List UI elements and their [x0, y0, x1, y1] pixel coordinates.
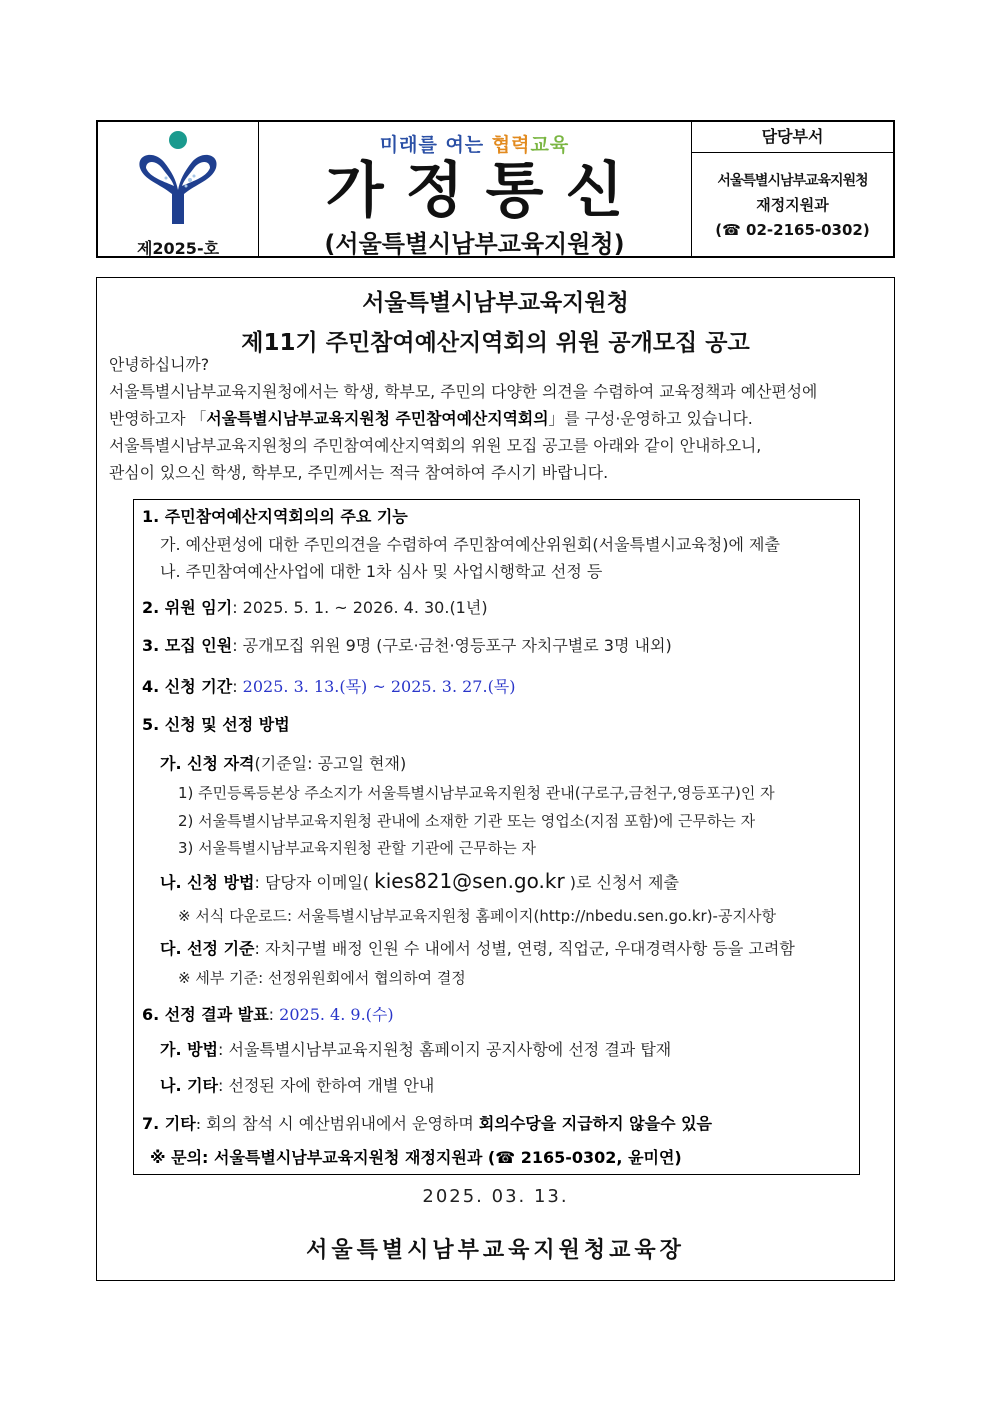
- qualification-2: 2) 서울특별시남부교육지원청 관내에 소재한 기관 또는 영업소(지점 포함)에 근무하는 자: [178, 812, 756, 830]
- notice-date: 2025. 03. 13.: [422, 1186, 569, 1207]
- intro-line: 안녕하십니까?: [109, 355, 210, 374]
- intro-line: 관심이 있으신 학생, 학부모, 주민께서는 적극 참여하여 주시기 바랍니다.: [109, 463, 609, 482]
- criteria-note: ※ 세부 기준: 선정위원회에서 협의하여 결정: [178, 969, 466, 987]
- section-4: 4. 신청 기간: 2025. 3. 13.(목) ~ 2025. 3. 27.(목): [142, 677, 516, 696]
- section-1-item-a: 가. 예산편성에 대한 주민의견을 수렴하여 주민참여예산위원회(서울특별시교육청)에 제출: [160, 535, 780, 554]
- notice-body: [96, 277, 895, 1281]
- section-6-ga: 가. 방법: 서울특별시남부교육지원청 홈페이지 공지사항에 선정 결과 탑재: [160, 1040, 672, 1059]
- section-5-title: 5. 신청 및 선정 방법: [142, 715, 290, 734]
- section-7: 7. 기타: 회의 참석 시 예산범위내에서 운영하며 회의수당을 지급하지 않을수 있음: [142, 1114, 713, 1133]
- intro-line: 서울특별시남부교육지원청의 주민참여예산지역회의 위원 모집 공고를 아래와 같이 안내하오니,: [109, 436, 762, 455]
- department-name: 재정지원과: [756, 196, 829, 214]
- intro-text: 」를 구성·운영하고 있습니다.: [548, 409, 753, 428]
- slogan-part1: 미래를 여는: [379, 134, 492, 156]
- intro-line: [109, 405, 881, 432]
- intro-emphasis: 서울특별시남부교육지원청 주민참여예산지역회의: [206, 409, 549, 428]
- intro-paragraph: [109, 351, 889, 486]
- intro-text: 반영하고자 「: [109, 409, 207, 428]
- slogan: [258, 130, 691, 157]
- department-org: 서울특별시남부교육지원청: [717, 173, 868, 189]
- newsletter-title: 가정통신: [325, 156, 646, 226]
- intro-line: 서울특별시남부교육지원청에서는 학생, 학부모, 주민의 다양한 의견을 수렴하여 교육정책과 예산편성에: [109, 382, 818, 401]
- section-5-na: 나. 신청 방법: 담당자 이메일( kies821@sen.go.kr )로 신청서 제출: [160, 869, 679, 893]
- allowance-notice: 회의수당을 지급하지 않을수 있음: [478, 1114, 713, 1133]
- title-cell: [258, 122, 692, 256]
- download-note: ※ 서식 다운로드: 서울특별시남부교육지원청 홈페이지(http://nbedu.sen.go.kr)-공지사항: [178, 907, 776, 925]
- logo-cell: [98, 122, 259, 256]
- slogan-part3: 교육: [530, 134, 570, 156]
- signature: 서울특별시남부교육지원청교육장: [306, 1238, 685, 1263]
- contact-info: ※ 문의: 서울특별시남부교육지원청 재정지원과 (☎ 2165-0302, 윤미연): [150, 1148, 682, 1167]
- notice-title-1: 서울특별시남부교육지원청: [362, 290, 629, 316]
- issue-number: 제2025-호: [136, 239, 220, 258]
- education-office-logo-icon: [132, 128, 224, 228]
- details-box: [133, 499, 860, 1175]
- section-5-da: 다. 선정 기준: 자치구별 배정 인원 수 내에서 성별, 연령, 직업군, 우대경력사항 등을 고려함: [160, 939, 795, 958]
- newsletter-subtitle: (서울특별시남부교육지원청): [324, 230, 625, 258]
- section-6-na: 나. 기타: 선정된 자에 한하여 개별 안내: [160, 1076, 435, 1095]
- section-3: 3. 모집 인원: 공개모집 위원 9명 (구로·금천·영등포구 자치구별로 3명 내외): [142, 636, 672, 655]
- contact-email: kies821@sen.go.kr: [374, 869, 565, 893]
- section-1-title: 1. 주민참여예산지역회의의 주요 기능: [142, 507, 408, 526]
- department-label: 담당부서: [692, 122, 893, 153]
- announcement-date: 2025. 4. 9.(수): [279, 1005, 394, 1024]
- section-1-item-b: 나. 주민참여예산사업에 대한 1차 심사 및 사업시행학교 선정 등: [160, 562, 603, 581]
- slogan-part2: 협력: [491, 134, 531, 156]
- notice-title-2: 제11기 주민참여예산지역회의 위원 공개모집 공고: [241, 330, 750, 356]
- qualification-3: 3) 서울특별시남부교육지원청 관할 기관에 근무하는 자: [178, 839, 537, 857]
- department-phone: (☎ 02-2165-0302): [715, 221, 870, 239]
- section-6: 6. 선정 결과 발표: 2025. 4. 9.(수): [142, 1005, 394, 1024]
- application-period: 2025. 3. 13.(목) ~ 2025. 3. 27.(목): [242, 677, 516, 696]
- section-2: 2. 위원 임기: 2025. 5. 1. ~ 2026. 4. 30.(1년): [142, 598, 488, 617]
- newsletter-header: [96, 120, 895, 258]
- department-cell: [692, 122, 893, 256]
- qualification-1: 1) 주민등록등본상 주소지가 서울특별시남부교육지원청 관내(구로구,금천구,영등포구)인 자: [178, 784, 775, 802]
- section-5-ga: 가. 신청 자격(기준일: 공고일 현재): [160, 754, 407, 773]
